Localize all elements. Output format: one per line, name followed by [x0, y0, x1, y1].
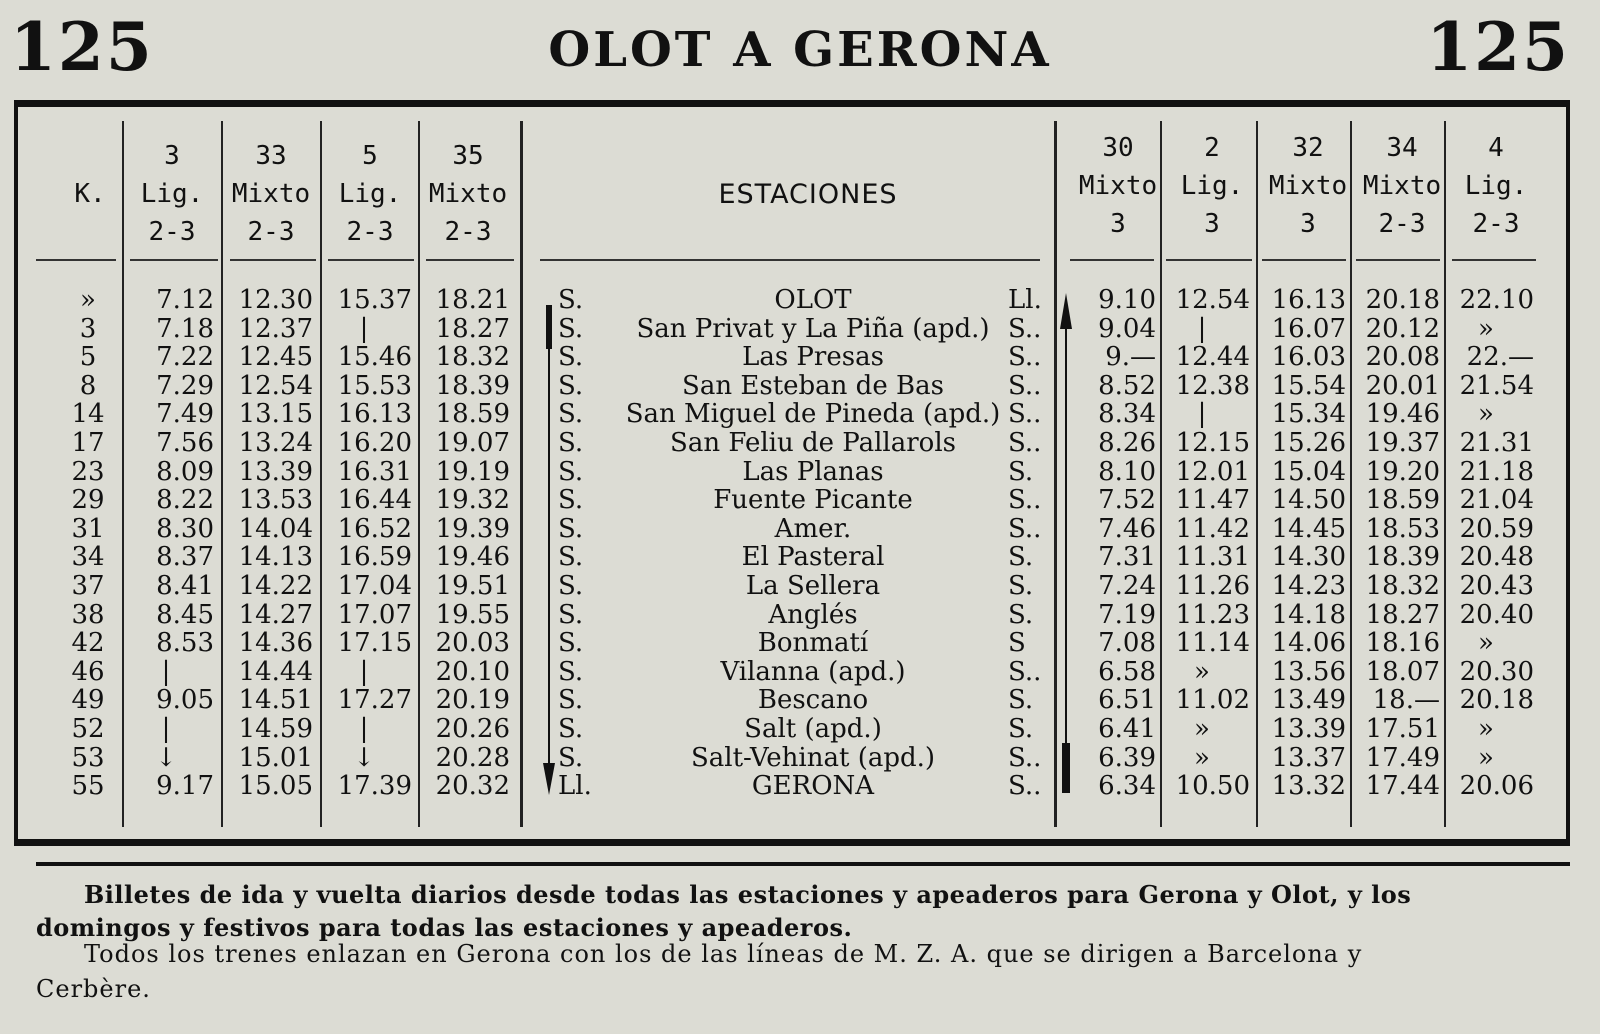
km-value: 55 [71, 771, 105, 802]
note-line-2b: Cerbère. [36, 975, 151, 1003]
return-time: 20.43 [1459, 571, 1534, 601]
header-rule [328, 259, 414, 261]
departure-time: | [161, 714, 171, 744]
return-time: 22.10 [1459, 285, 1534, 315]
stop-code-right: S.. [1008, 399, 1042, 430]
return-time: 18.39 [1365, 542, 1440, 573]
return-time: 13.49 [1271, 685, 1346, 716]
train-header-right-2 [1260, 129, 1356, 243]
departure-time: 16.31 [337, 456, 412, 487]
km-value: » [80, 285, 96, 315]
stop-code-right: S.. [1008, 428, 1042, 458]
km-value: 31 [71, 513, 105, 544]
stop-code-left: S. [558, 313, 584, 344]
return-time: 22.— [1466, 342, 1534, 373]
return-time: 10.50 [1175, 771, 1250, 802]
km-value: 17 [71, 428, 105, 458]
departure-time: 20.10 [435, 656, 510, 687]
return-time: 17.51 [1365, 714, 1440, 744]
train-type: Mixto [428, 179, 508, 209]
departure-time: 15.37 [337, 285, 412, 315]
departure-time: 12.54 [238, 370, 313, 401]
train-number: 4 [1488, 133, 1504, 163]
return-time: 8.10 [1098, 456, 1156, 487]
departure-time: 15.46 [337, 342, 412, 373]
stop-code-right: S.. [1008, 485, 1042, 516]
return-time: 11.14 [1175, 628, 1250, 659]
return-time: 16.13 [1271, 285, 1346, 315]
return-time: 11.42 [1175, 513, 1250, 544]
return-time: » [1478, 714, 1494, 744]
departure-time: 7.29 [156, 370, 214, 401]
departure-time: 9.05 [156, 685, 214, 716]
return-time: 19.37 [1365, 428, 1440, 458]
stop-code-right: S.. [1008, 742, 1042, 773]
km-value: 53 [71, 742, 105, 773]
km-value: 23 [71, 456, 105, 487]
return-time: 6.39 [1098, 742, 1156, 773]
station-name: OLOT [774, 285, 852, 315]
km-value: 29 [71, 485, 105, 516]
stop-code-left: S. [558, 714, 584, 744]
km-value: 42 [71, 628, 105, 659]
train-header-right-4 [1448, 129, 1544, 243]
page-title: OLOT A GERONA [548, 22, 1052, 78]
return-time: 7.24 [1098, 571, 1156, 601]
departure-time: 9.17 [156, 771, 214, 802]
page-number-right: 125 [1426, 8, 1570, 86]
return-time: 18.07 [1365, 656, 1440, 687]
departure-time: 20.26 [435, 714, 510, 744]
departure-time: 19.32 [435, 485, 510, 516]
return-time: 21.18 [1459, 456, 1534, 487]
return-time: 8.52 [1098, 370, 1156, 401]
return-time: 21.31 [1459, 428, 1534, 458]
departure-time: 19.07 [435, 428, 510, 458]
stop-code-right: S. [1008, 685, 1034, 716]
return-time: 11.26 [1175, 571, 1250, 601]
train-class: 3 [1204, 209, 1220, 239]
station-name: San Miguel de Pineda (apd.) [625, 399, 1001, 430]
train-number: 2 [1204, 133, 1220, 163]
return-time: 13.32 [1271, 771, 1346, 802]
train-header-left-2 [322, 137, 418, 251]
stop-code-right: S.. [1008, 771, 1042, 802]
departure-time: 17.04 [337, 571, 412, 601]
stop-code-right: S [1008, 628, 1026, 659]
return-time: 12.38 [1175, 370, 1250, 401]
stop-code-left: S. [558, 399, 584, 430]
train-number: 35 [452, 141, 484, 171]
departure-time: 15.53 [337, 370, 412, 401]
header-rule [230, 259, 316, 261]
footer-rule [36, 862, 1570, 866]
departure-time: 19.55 [435, 599, 510, 630]
return-time: 20.48 [1459, 542, 1534, 573]
departure-time: 14.27 [238, 599, 313, 630]
station-name: GERONA [751, 771, 875, 802]
header-rule [426, 259, 514, 261]
return-time: 20.06 [1459, 771, 1534, 802]
return-time: 7.52 [1098, 485, 1156, 516]
return-time: 15.26 [1271, 428, 1346, 458]
return-time: 12.54 [1175, 285, 1250, 315]
return-time: 12.01 [1175, 456, 1250, 487]
train-class: 3 [1110, 209, 1126, 239]
return-time: 6.34 [1098, 771, 1156, 802]
return-time: 15.34 [1271, 399, 1346, 430]
return-time: 18.16 [1365, 628, 1440, 659]
return-time: 20.59 [1459, 513, 1534, 544]
stop-code-left: S. [558, 571, 584, 601]
train-class: 2-3 [247, 217, 295, 247]
header-rule [540, 259, 1040, 261]
station-name: Bonmatí [757, 628, 869, 659]
departure-time: 7.22 [156, 342, 214, 373]
departure-time: 16.59 [337, 542, 412, 573]
return-time: 12.15 [1175, 428, 1250, 458]
train-number: 34 [1386, 133, 1418, 163]
stop-code-right: S. [1008, 599, 1034, 630]
departure-time: 12.45 [238, 342, 313, 373]
km-value: 49 [71, 685, 105, 716]
train-type: Lig. [140, 179, 204, 209]
train-number: 32 [1292, 133, 1324, 163]
arrow-up-icon [1060, 293, 1072, 793]
departure-time: 18.32 [435, 342, 510, 373]
departure-time: 20.32 [435, 771, 510, 802]
km-value: 34 [71, 542, 105, 573]
stop-code-left: S. [558, 628, 584, 659]
departure-time: | [161, 656, 171, 687]
return-time: 16.03 [1271, 342, 1346, 373]
return-time: 18.— [1372, 685, 1440, 716]
departure-time: 7.12 [156, 285, 214, 315]
km-value: 38 [71, 599, 105, 630]
departure-time: 18.21 [435, 285, 510, 315]
train-header-left-0 [124, 137, 220, 251]
departure-time: 14.13 [238, 542, 313, 573]
km-value: 5 [79, 342, 97, 373]
departure-time: 14.44 [238, 656, 313, 687]
station-name: Amer. [774, 513, 852, 544]
return-time: 20.12 [1365, 313, 1440, 344]
stop-code-left: S. [558, 485, 584, 516]
stop-code-left: S. [558, 456, 584, 487]
station-name: Bescano [757, 685, 869, 716]
return-time: 12.44 [1175, 342, 1250, 373]
header-rule [130, 259, 218, 261]
return-time: 15.54 [1271, 370, 1346, 401]
return-time: » [1478, 742, 1494, 773]
train-class: 3 [1300, 209, 1316, 239]
stop-code-left: S. [558, 370, 584, 401]
departure-time: 12.30 [238, 285, 313, 315]
train-class: 2-3 [444, 217, 492, 247]
return-time: 18.27 [1365, 599, 1440, 630]
header-rule [1166, 259, 1252, 261]
departure-time: 8.22 [156, 485, 214, 516]
header-rule [1356, 259, 1440, 261]
return-time: 16.07 [1271, 313, 1346, 344]
stop-code-left: S. [558, 428, 584, 458]
stop-code-right: S.. [1008, 370, 1042, 401]
return-time: 8.26 [1098, 428, 1156, 458]
return-time: 20.40 [1459, 599, 1534, 630]
departure-time: 8.37 [156, 542, 214, 573]
return-time: 13.39 [1271, 714, 1346, 744]
return-time: 21.54 [1459, 370, 1534, 401]
departure-time: 7.56 [156, 428, 214, 458]
departure-time: 19.19 [435, 456, 510, 487]
return-time: 17.49 [1365, 742, 1440, 773]
train-class: 2-3 [1472, 209, 1520, 239]
train-type: Lig. [1464, 171, 1528, 201]
departure-time: 14.22 [238, 571, 313, 601]
departure-time: ↓ [353, 742, 375, 773]
note-line-1a: Billetes de ida y vuelta diarios desde todas las estaciones y apeaderos para Gerona y Olot, y los [84, 880, 1412, 909]
station-name: San Feliu de Pallarols [670, 428, 956, 458]
return-time: 6.51 [1098, 685, 1156, 716]
departure-time: ↓ [155, 742, 177, 773]
train-header-left-1 [223, 137, 319, 251]
return-time: 6.58 [1098, 656, 1156, 687]
train-header-right-0 [1070, 129, 1166, 243]
station-name: El Pasteral [741, 542, 885, 573]
return-time: 19.46 [1365, 399, 1440, 430]
stop-code-left: S. [558, 599, 584, 630]
departure-time: 17.15 [337, 628, 412, 659]
train-class: 2-3 [346, 217, 394, 247]
departure-time: 16.13 [337, 399, 412, 430]
header-rule [1452, 259, 1536, 261]
station-name: Anglés [768, 599, 858, 630]
km-value: 46 [71, 656, 105, 687]
column-divider [1054, 121, 1057, 827]
train-class: 2-3 [1378, 209, 1426, 239]
station-name: San Privat y La Piña (apd.) [636, 313, 990, 344]
header-stations: ESTACIONES [718, 179, 898, 210]
departure-time: | [359, 313, 369, 344]
return-time: » [1478, 399, 1494, 430]
return-time: 7.19 [1098, 599, 1156, 630]
departure-time: 18.59 [435, 399, 510, 430]
return-time: 18.32 [1365, 571, 1440, 601]
departure-time: 14.51 [238, 685, 313, 716]
page-number-left: 125 [10, 8, 154, 86]
return-time: 14.45 [1271, 513, 1346, 544]
departure-time: 8.53 [156, 628, 214, 659]
departure-time: 16.44 [337, 485, 412, 516]
return-time: 13.37 [1271, 742, 1346, 773]
train-type: Mixto [231, 179, 311, 209]
departure-time: 20.28 [435, 742, 510, 773]
return-time: 9.04 [1098, 313, 1156, 344]
return-time: » [1194, 742, 1210, 773]
station-name: Vilanna (apd.) [720, 656, 906, 687]
departure-time: 13.24 [238, 428, 313, 458]
return-time: 14.30 [1271, 542, 1346, 573]
km-value: 3 [79, 313, 97, 344]
departure-time: 18.27 [435, 313, 510, 344]
return-time: 19.20 [1365, 456, 1440, 487]
departure-time: 14.59 [238, 714, 313, 744]
train-type: Mixto [1362, 171, 1442, 201]
stop-code-left: S. [558, 742, 584, 773]
return-time: | [1197, 313, 1207, 344]
stop-code-right: S.. [1008, 342, 1042, 373]
return-time: 7.46 [1098, 513, 1156, 544]
return-time: 8.34 [1098, 399, 1156, 430]
departure-time: 8.30 [156, 513, 214, 544]
station-name: San Esteban de Bas [682, 370, 944, 401]
return-time: 20.30 [1459, 656, 1534, 687]
departure-time: 17.27 [337, 685, 412, 716]
return-time: 21.04 [1459, 485, 1534, 516]
return-time: » [1194, 656, 1210, 687]
train-number: 3 [164, 141, 180, 171]
stop-code-left: Ll. [558, 771, 592, 802]
return-time: 13.56 [1271, 656, 1346, 687]
train-class: 2-3 [148, 217, 196, 247]
departure-time: 18.39 [435, 370, 510, 401]
return-time: 9.10 [1098, 285, 1156, 315]
departure-time: 16.52 [337, 513, 412, 544]
departure-time: 7.18 [156, 313, 214, 344]
departure-time: 14.36 [238, 628, 313, 659]
departure-time: 17.07 [337, 599, 412, 630]
km-value: 52 [71, 714, 105, 744]
departure-time: 16.20 [337, 428, 412, 458]
departure-time: 15.05 [238, 771, 313, 802]
stop-code-left: S. [558, 656, 584, 687]
return-time: 11.31 [1175, 542, 1250, 573]
return-time: 18.53 [1365, 513, 1440, 544]
km-value: 8 [79, 370, 97, 401]
departure-time: 15.01 [238, 742, 313, 773]
return-time: » [1478, 628, 1494, 659]
return-time: 9.— [1105, 342, 1156, 373]
train-number: 5 [362, 141, 378, 171]
train-header-left-3 [420, 137, 516, 251]
timetable [14, 100, 1570, 846]
departure-time: 13.15 [238, 399, 313, 430]
train-type: Mixto [1078, 171, 1158, 201]
return-time: » [1478, 313, 1494, 344]
departure-time: 7.49 [156, 399, 214, 430]
return-time: 14.18 [1271, 599, 1346, 630]
km-value: 37 [71, 571, 105, 601]
train-type: Lig. [338, 179, 402, 209]
departure-time: 13.39 [238, 456, 313, 487]
return-time: 14.23 [1271, 571, 1346, 601]
return-time: 20.18 [1459, 685, 1534, 716]
header-kilometers: K. [74, 179, 106, 209]
header-rule [1070, 259, 1154, 261]
return-time: » [1194, 714, 1210, 744]
station-name: La Sellera [745, 571, 881, 601]
return-time: 11.23 [1175, 599, 1250, 630]
train-type: Mixto [1268, 171, 1348, 201]
return-time: 6.41 [1098, 714, 1156, 744]
departure-time: 8.41 [156, 571, 214, 601]
note-line-1b: domingos y festivos para todas las estaciones y apeaderos. [36, 913, 853, 942]
stop-code-right: S. [1008, 542, 1034, 573]
stop-code-left: S. [558, 513, 584, 544]
train-type: Lig. [1180, 171, 1244, 201]
header-rule [36, 259, 116, 261]
stop-code-right: S. [1008, 571, 1034, 601]
km-value: 14 [71, 399, 105, 430]
return-time: 14.50 [1271, 485, 1346, 516]
station-name: Las Planas [742, 456, 884, 487]
station-name: Fuente Picante [713, 485, 913, 516]
departure-time: 20.03 [435, 628, 510, 659]
return-time: 7.08 [1098, 628, 1156, 659]
stop-code-left: S. [558, 342, 584, 373]
return-time: 20.18 [1365, 285, 1440, 315]
departure-time: | [359, 714, 369, 744]
return-time: 11.47 [1175, 485, 1250, 516]
station-name: Salt (apd.) [744, 714, 882, 744]
return-time: 15.04 [1271, 456, 1346, 487]
header-rule [1262, 259, 1346, 261]
departure-time: 8.45 [156, 599, 214, 630]
departure-time: 19.46 [435, 542, 510, 573]
departure-time: 13.53 [238, 485, 313, 516]
departure-time: 8.09 [156, 456, 214, 487]
stop-code-left: S. [558, 542, 584, 573]
return-time: 7.31 [1098, 542, 1156, 573]
departure-time: 19.51 [435, 571, 510, 601]
stop-code-left: S. [558, 285, 584, 315]
stop-code-right: S.. [1008, 656, 1042, 687]
column-divider [520, 121, 523, 827]
return-time: 20.01 [1365, 370, 1440, 401]
train-number: 30 [1102, 133, 1134, 163]
train-number: 33 [255, 141, 287, 171]
arrow-down-icon [543, 305, 555, 795]
station-name: Las Presas [742, 342, 884, 373]
stop-code-right: S.. [1008, 513, 1042, 544]
stop-code-right: S. [1008, 714, 1034, 744]
return-time: 14.06 [1271, 628, 1346, 659]
departure-time: 20.19 [435, 685, 510, 716]
return-time: 17.44 [1365, 771, 1440, 802]
departure-time: 17.39 [337, 771, 412, 802]
stop-code-left: S. [558, 685, 584, 716]
return-time: 20.08 [1365, 342, 1440, 373]
return-time: 18.59 [1365, 485, 1440, 516]
stop-code-right: S. [1008, 456, 1034, 487]
train-header-right-1 [1164, 129, 1260, 243]
departure-time: 12.37 [238, 313, 313, 344]
departure-time: 19.39 [435, 513, 510, 544]
departure-time: 14.04 [238, 513, 313, 544]
return-time: 11.02 [1175, 685, 1250, 716]
station-name: Salt-Vehinat (apd.) [690, 742, 936, 773]
note-line-2a: Todos los trenes enlazan en Gerona con los de las líneas de M. Z. A. que se dirigen a Barcelona y [84, 940, 1363, 968]
stop-code-right: S.. [1008, 313, 1042, 344]
departure-time: | [359, 656, 369, 687]
train-header-right-3 [1354, 129, 1450, 243]
stop-code-right: Ll. [1008, 285, 1042, 315]
return-time: | [1197, 399, 1207, 430]
